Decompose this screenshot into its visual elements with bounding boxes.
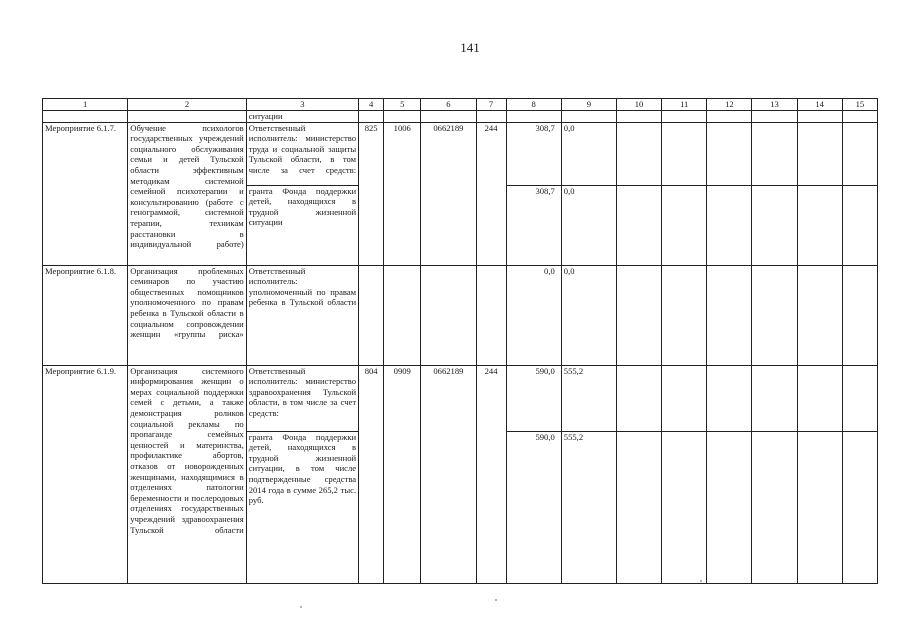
header-cell: 14	[797, 99, 842, 111]
amount-plan: 0,0	[506, 265, 561, 365]
amount-plan: 308,7	[506, 185, 561, 265]
measure-id: Мероприятие 6.1.9.	[43, 365, 128, 583]
continuation-text: ситуации	[246, 111, 358, 123]
vr-code: 244	[476, 365, 506, 583]
header-cell: 1	[43, 99, 128, 111]
header-cell: 13	[752, 99, 797, 111]
measure-id: Мероприятие 6.1.8.	[43, 265, 128, 365]
amount-fact: 0,0	[561, 122, 616, 185]
rzpr-code	[384, 265, 421, 365]
measure-executor: Ответственный исполнитель: министерство здравоохранения Тульской области, в том числе за счет средств:	[246, 365, 358, 431]
amount-plan: 308,7	[506, 122, 561, 185]
amount-plan: 590,0	[506, 431, 561, 583]
rzpr-code: 1006	[384, 122, 421, 265]
header-cell: 4	[359, 99, 384, 111]
table-row	[43, 365, 878, 431]
grbs-code: 804	[359, 365, 384, 583]
header-cell: 5	[384, 99, 421, 111]
grbs-code: 825	[359, 122, 384, 265]
scan-artifact	[300, 606, 302, 608]
scan-artifact	[495, 599, 497, 601]
csr-code	[421, 265, 476, 365]
measure-description: Организация системного информирования женщин о мерах социальной поддержки семей с детьми, а также демонстрация роликов социальной рекламы по пропаганде семейных ценностей и материнства, профилактике абортов, отказов от новорожденных женщинами, находящимися в отделениях патологии беременности и послеродовых отделениях государственных учреждений здравоохранения Тульской области	[128, 365, 246, 583]
header-cell: 3	[246, 99, 358, 111]
table-row	[43, 122, 878, 185]
header-cell: 15	[842, 99, 877, 111]
header-cell: 10	[616, 99, 661, 111]
header-cell: 11	[662, 99, 707, 111]
csr-code: 0662189	[421, 122, 476, 265]
column-number-header	[43, 99, 878, 111]
header-cell: 12	[707, 99, 752, 111]
vr-code	[476, 265, 506, 365]
measure-description: Обучение психологов государственных учреждений социального обслуживания семьи и детей Тульской области эффективным методикам системной семейной психотерапии и консультированию (работе с генограммой, системной терапии, техникам расстановки в индивидуальной работе)	[128, 122, 246, 265]
budget-table	[42, 98, 878, 584]
measure-executor: Ответственный исполнитель: уполномоченный по правам ребенка в Тульской области	[246, 265, 358, 365]
funding-source: гранта Фонда поддержки детей, находящихся в трудной жизненной ситуации, в том числе подтвержденные средства 2014 года в сумме 265,2 тыс. руб.	[246, 431, 358, 583]
measure-executor: Ответственный исполнитель: министерство труда и социальной защиты Тульской области, в том числе за счет средств:	[246, 122, 358, 185]
header-cell: 7	[476, 99, 506, 111]
measure-description: Организация проблемных семинаров по участию общественных помощников уполномоченного по правам ребенка в Тульской области в социальном сопровождении женщин «группы риска»	[128, 265, 246, 365]
amount-fact: 555,2	[561, 365, 616, 431]
funding-source: гранта Фонда поддержки детей, находящихся в трудной жизненной ситуации	[246, 185, 358, 265]
amount-fact: 0,0	[561, 185, 616, 265]
page-number: 141	[460, 40, 480, 55]
header-cell: 9	[561, 99, 616, 111]
grbs-code	[359, 265, 384, 365]
scan-artifact	[700, 580, 702, 582]
header-cell: 8	[506, 99, 561, 111]
amount-fact: 0,0	[561, 265, 616, 365]
rzpr-code: 0909	[384, 365, 421, 583]
vr-code: 244	[476, 122, 506, 265]
header-cell: 6	[421, 99, 476, 111]
amount-fact: 555,2	[561, 431, 616, 583]
amount-plan: 590,0	[506, 365, 561, 431]
header-cell: 2	[128, 99, 246, 111]
csr-code: 0662189	[421, 365, 476, 583]
continuation-row	[43, 111, 878, 123]
measure-id: Мероприятие 6.1.7.	[43, 122, 128, 265]
table-row	[43, 265, 878, 365]
